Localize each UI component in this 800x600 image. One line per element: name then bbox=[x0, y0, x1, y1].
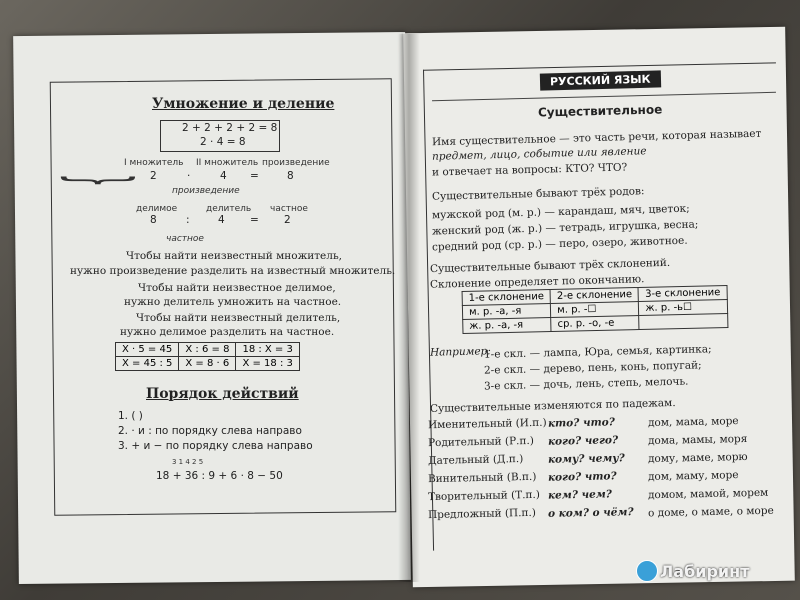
case-name: Предложный (П.п.) bbox=[427, 506, 537, 522]
equation-cell: X = 18 : 3 bbox=[236, 357, 299, 371]
div-a: 8 bbox=[150, 214, 157, 226]
mult-a: 2 bbox=[150, 170, 157, 182]
case-question: кому? чему? bbox=[547, 452, 625, 466]
gender-feminine: женский род (ж. р.) — тетрадь, игрушка, весна; bbox=[431, 218, 699, 238]
case-name: Именительный (И.п.) bbox=[427, 416, 547, 432]
case-example: о доме, о маме, о море bbox=[647, 504, 774, 520]
declension-cell: 1-е склонение bbox=[462, 290, 551, 306]
sum-line-2: 2 · 4 = 8 bbox=[200, 136, 246, 148]
case-question: кого? чего? bbox=[547, 434, 619, 448]
example-3: 3-е скл. — дочь, лень, степь, мелочь. bbox=[483, 375, 689, 393]
declension-intro: Существительные бывают трёх склонений. bbox=[429, 256, 671, 276]
example-1: 1-е скл. — лампа, Юра, семья, картинка; bbox=[483, 343, 712, 361]
declension-cell bbox=[639, 313, 728, 329]
gender-masculine: мужской род (м. р.) — карандаш, мяч, цветок; bbox=[431, 202, 690, 222]
equation-cell: X = 8 · 6 bbox=[179, 357, 236, 371]
case-question: кто? что? bbox=[547, 416, 615, 430]
labirint-logo-icon bbox=[636, 560, 658, 582]
case-name: Творительный (Т.п.) bbox=[427, 488, 541, 504]
order-rule-3: 3. + и − по порядку слева направо bbox=[118, 440, 313, 452]
rule-dividend-2: нужно делитель умножить на частное. bbox=[124, 296, 342, 308]
case-example: дом, маму, море bbox=[647, 469, 739, 483]
label-dividend: делимое bbox=[136, 204, 178, 214]
order-numbers: 3 1 4 2 5 bbox=[172, 458, 204, 466]
declension-cell: 3-е склонение bbox=[638, 286, 727, 302]
equation-cell: X = 45 : 5 bbox=[116, 357, 179, 371]
right-title: Существительное bbox=[537, 102, 663, 120]
declension-cell: ж. р. -а, -я bbox=[463, 317, 552, 333]
left-title: Умножение и деление bbox=[152, 96, 335, 112]
brace-product-label: произведение bbox=[172, 186, 240, 196]
mult-op: · bbox=[187, 170, 191, 182]
label-quotient: частное bbox=[270, 204, 308, 214]
rule-divisor-2: нужно делимое разделить на частное. bbox=[120, 326, 335, 338]
declension-cell: 2-е склонение bbox=[550, 288, 639, 304]
equations-table bbox=[115, 342, 300, 371]
case-example: домом, мамой, морем bbox=[647, 486, 769, 502]
div-c: 2 bbox=[284, 214, 291, 226]
label-product: произведение bbox=[262, 158, 330, 168]
rule-multiplier-1: Чтобы найти неизвестный множитель, bbox=[126, 250, 342, 262]
case-question: кем? чем? bbox=[547, 488, 613, 502]
declension-table bbox=[462, 285, 729, 334]
case-example: дома, мамы, моря bbox=[647, 432, 748, 448]
equations-row bbox=[116, 343, 300, 357]
label-multiplier-1: I множитель bbox=[124, 158, 184, 168]
equation-cell: 18 : X = 3 bbox=[236, 343, 299, 357]
example-label: Например: bbox=[429, 345, 491, 359]
order-rule-2: 2. · и : по порядку слева направо bbox=[118, 425, 302, 437]
definition-line-2: предмет, лицо, событие или явление bbox=[431, 145, 647, 163]
definition-line-3: и отвечает на вопросы: КТО? ЧТО? bbox=[431, 161, 628, 179]
order-rule-1: 1. ( ) bbox=[118, 410, 143, 422]
mult-b: 4 bbox=[220, 170, 227, 182]
definition-line-1: Имя существительное — это часть речи, которая называет bbox=[431, 127, 762, 149]
div-eq: = bbox=[250, 214, 259, 226]
watermark: Лабиринт bbox=[660, 562, 750, 581]
example-2: 2-е скл. — дерево, пень, конь, попугай; bbox=[483, 359, 702, 377]
brace-product: } bbox=[54, 174, 150, 187]
sum-line-1: 2 + 2 + 2 + 2 = 8 bbox=[182, 122, 278, 134]
gender-intro: Существительные бывают трёх родов: bbox=[431, 185, 645, 203]
rule-multiplier-2: нужно произведение разделить на известный множитель. bbox=[70, 265, 396, 277]
label-divisor: делитель bbox=[206, 204, 252, 214]
equations-row bbox=[116, 357, 300, 371]
brace-quotient-label: частное bbox=[166, 234, 204, 244]
case-question: кого? что? bbox=[547, 470, 617, 484]
case-name: Родительный (Р.п.) bbox=[427, 434, 535, 450]
div-op: : bbox=[186, 214, 190, 226]
declension-cell: м. р. -☐ bbox=[551, 302, 640, 318]
order-title: Порядок действий bbox=[146, 386, 299, 402]
mult-eq: = bbox=[250, 170, 259, 182]
gender-neuter: средний род (ср. р.) — перо, озеро, животное. bbox=[431, 234, 688, 254]
equation-cell: X · 5 = 45 bbox=[116, 343, 179, 357]
case-question: о ком? о чём? bbox=[547, 506, 634, 520]
label-multiplier-2: II множитель bbox=[196, 158, 259, 168]
case-example: дому, маме, морю bbox=[647, 450, 748, 466]
rule-dividend-1: Чтобы найти неизвестное делимое, bbox=[138, 282, 336, 294]
declension-cell: м. р. -а, -я bbox=[462, 304, 551, 320]
mult-c: 8 bbox=[287, 170, 294, 182]
case-name: Дательный (Д.п.) bbox=[427, 453, 524, 467]
case-example: дом, мама, море bbox=[647, 415, 739, 429]
declension-cell: ср. р. -о, -е bbox=[551, 315, 640, 331]
case-name: Винительный (В.п.) bbox=[427, 470, 537, 486]
div-b: 4 bbox=[218, 214, 225, 226]
cases-intro: Существительные изменяются по падежам. bbox=[429, 397, 676, 415]
declension-cell: ж. р. -ь☐ bbox=[639, 299, 728, 315]
order-expression: 18 + 36 : 9 + 6 · 8 − 50 bbox=[156, 470, 283, 482]
declension-definition: Склонение определяет по окончанию. bbox=[429, 273, 645, 291]
rule-divisor-1: Чтобы найти неизвестный делитель, bbox=[136, 312, 341, 324]
right-header: РУССКИЙ ЯЗЫК bbox=[540, 70, 661, 90]
book-gutter bbox=[398, 34, 420, 582]
equation-cell: X : 6 = 8 bbox=[179, 343, 236, 357]
